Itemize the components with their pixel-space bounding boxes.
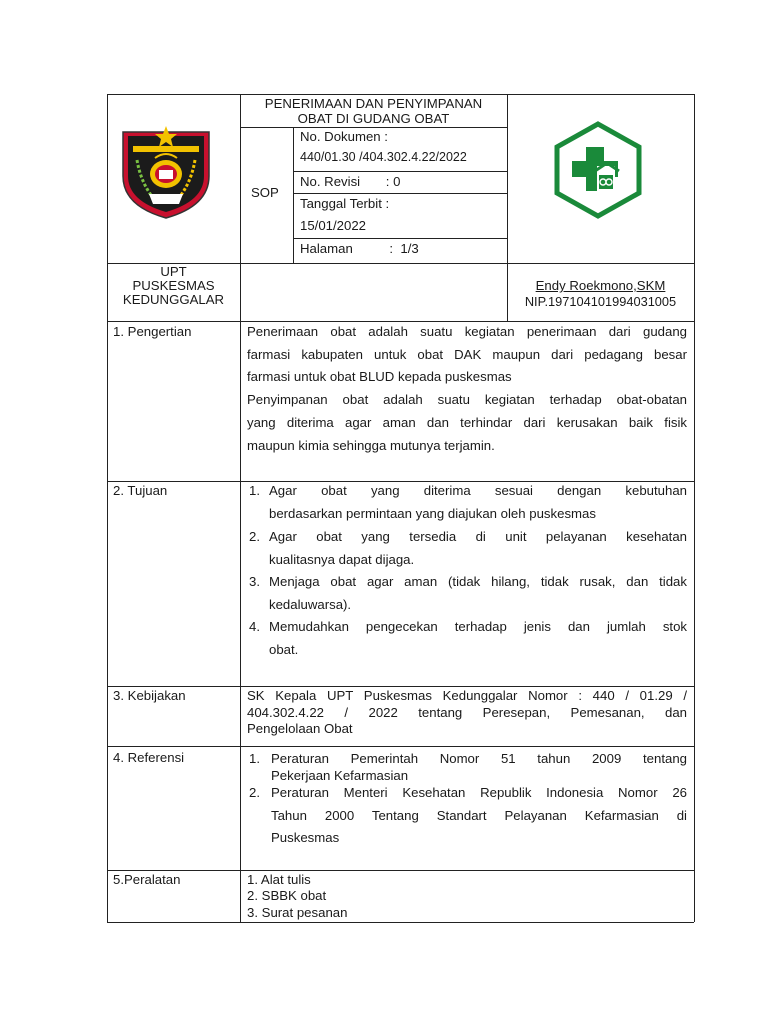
unit-row-divider <box>107 321 694 322</box>
pengertian-line: yang diterima agar aman dan terhindar dari kerusakan baik fisik <box>247 415 687 430</box>
issue-date-value: 15/01/2022 <box>300 218 367 233</box>
section-label-peralatan: 5.Peralatan <box>113 872 181 887</box>
referensi-item-number: 1. <box>249 751 260 766</box>
puskesmas-logo <box>553 121 643 219</box>
tujuan-item-number: 2. <box>249 529 260 544</box>
kebijakan-line: SK Kepala UPT Puskesmas Kedunggalar Nomor : 440 / 01.29 / <box>247 688 687 703</box>
kebijakan-line: Pengelolaan Obat <box>247 721 353 736</box>
sop-row-divider-2 <box>293 193 507 194</box>
referensi-item-line: Pekerjaan Kefarmasian <box>271 768 409 783</box>
sop-title-line-2: OBAT DI GUDANG OBAT <box>297 111 450 126</box>
sop-title-divider <box>240 127 507 128</box>
pengertian-line: maupun kimia sehingga mutunya terjamin. <box>247 438 495 453</box>
tujuan-item-number: 4. <box>249 619 260 634</box>
tujuan-item-line: kualitasnya dapat dijaga. <box>269 552 415 567</box>
pengertian-line: farmasi kabupaten untuk obat DAK maupun dari pedagang besar <box>247 347 687 362</box>
section-label-tujuan: 2. Tujuan <box>113 483 168 498</box>
doc-number-value: 440/01.30 /404.302.4.22/2022 <box>300 150 467 164</box>
tujuan-item-line: berdasarkan permintaan yang diajukan oleh puskesmas <box>269 506 596 521</box>
pengertian-divider <box>107 481 694 482</box>
referensi-item-line: Peraturan Pemerintah Nomor 51 tahun 2009 tentang <box>271 751 687 766</box>
sop-row-divider-3 <box>293 238 507 239</box>
sop-label: SOP <box>251 185 279 200</box>
peralatan-item: 2. SBBK obat <box>247 888 327 903</box>
pengertian-line: farmasi untuk obat BLUD kepada puskesmas <box>247 369 512 384</box>
referensi-item-line: Tahun 2000 Tentang Standart Pelayanan Kefarmasian di <box>271 808 687 823</box>
table-top-border <box>107 94 694 95</box>
tujuan-item-line: Agar obat yang tersedia di unit pelayanan kesehatan <box>269 529 687 544</box>
referensi-item-number: 2. <box>249 785 260 800</box>
kebijakan-divider <box>107 746 694 747</box>
pengertian-line: Penerimaan obat adalah suatu kegiatan penerimaan dari gudang <box>247 324 687 339</box>
signer-name: Endy Roekmono,SKM <box>535 278 666 293</box>
pengertian-line: Penyimpanan obat adalah suatu kegiatan terhadap obat-obatan <box>247 392 687 407</box>
tujuan-item-number: 3. <box>249 574 260 589</box>
table-left-border <box>107 94 108 922</box>
peralatan-item: 1. Alat tulis <box>247 872 311 887</box>
revision-number: No. Revisi : 0 <box>300 174 401 189</box>
doc-number-label: No. Dokumen : <box>300 129 388 144</box>
tujuan-item-line: kedaluwarsa). <box>269 597 352 612</box>
section-label-referensi: 4. Referensi <box>113 750 185 765</box>
unit-name-line-1: UPT <box>160 264 187 279</box>
unit-name-line-3: KEDUNGGALAR <box>122 292 225 307</box>
tujuan-item-line: Menjaga obat agar aman (tidak hilang, tidak rusak, dan tidak <box>269 574 687 589</box>
tujuan-item-line: obat. <box>269 642 299 657</box>
sop-title-line-1: PENERIMAAN DAN PENYIMPANAN <box>264 96 483 111</box>
sop-inner-divider <box>293 127 294 263</box>
peralatan-item: 3. Surat pesanan <box>247 905 348 920</box>
sop-row-divider-1 <box>293 171 507 172</box>
kebijakan-line: 404.302.4.22 / 2022 tentang Peresepan, Pemesanan, dan <box>247 705 687 720</box>
tujuan-divider <box>107 686 694 687</box>
referensi-item-line: Puskesmas <box>271 830 340 845</box>
referensi-item-line: Peraturan Menteri Kesehatan Republik Indonesia Nomor 26 <box>271 785 687 800</box>
signer-nip: NIP.197104101994031005 <box>524 294 677 309</box>
page-number: Halaman : 1/3 <box>300 241 419 256</box>
table-right-border <box>694 94 695 922</box>
table-bottom-border <box>107 922 694 923</box>
unit-name-line-2: PUSKESMAS <box>132 278 215 293</box>
referensi-divider <box>107 870 694 871</box>
regional-crest-logo <box>119 124 213 220</box>
section-label-pengertian: 1. Pengertian <box>113 324 192 339</box>
issue-date-label: Tanggal Terbit : <box>300 196 390 211</box>
tujuan-item-number: 1. <box>249 483 260 498</box>
label-column-divider <box>240 94 241 922</box>
tujuan-item-line: Memudahkan pengecekan terhadap jenis dan jumlah stok <box>269 619 687 634</box>
tujuan-item-line: Agar obat yang diterima sesuai dengan kebutuhan <box>269 483 687 498</box>
section-label-kebijakan: 3. Kebijakan <box>113 688 186 703</box>
